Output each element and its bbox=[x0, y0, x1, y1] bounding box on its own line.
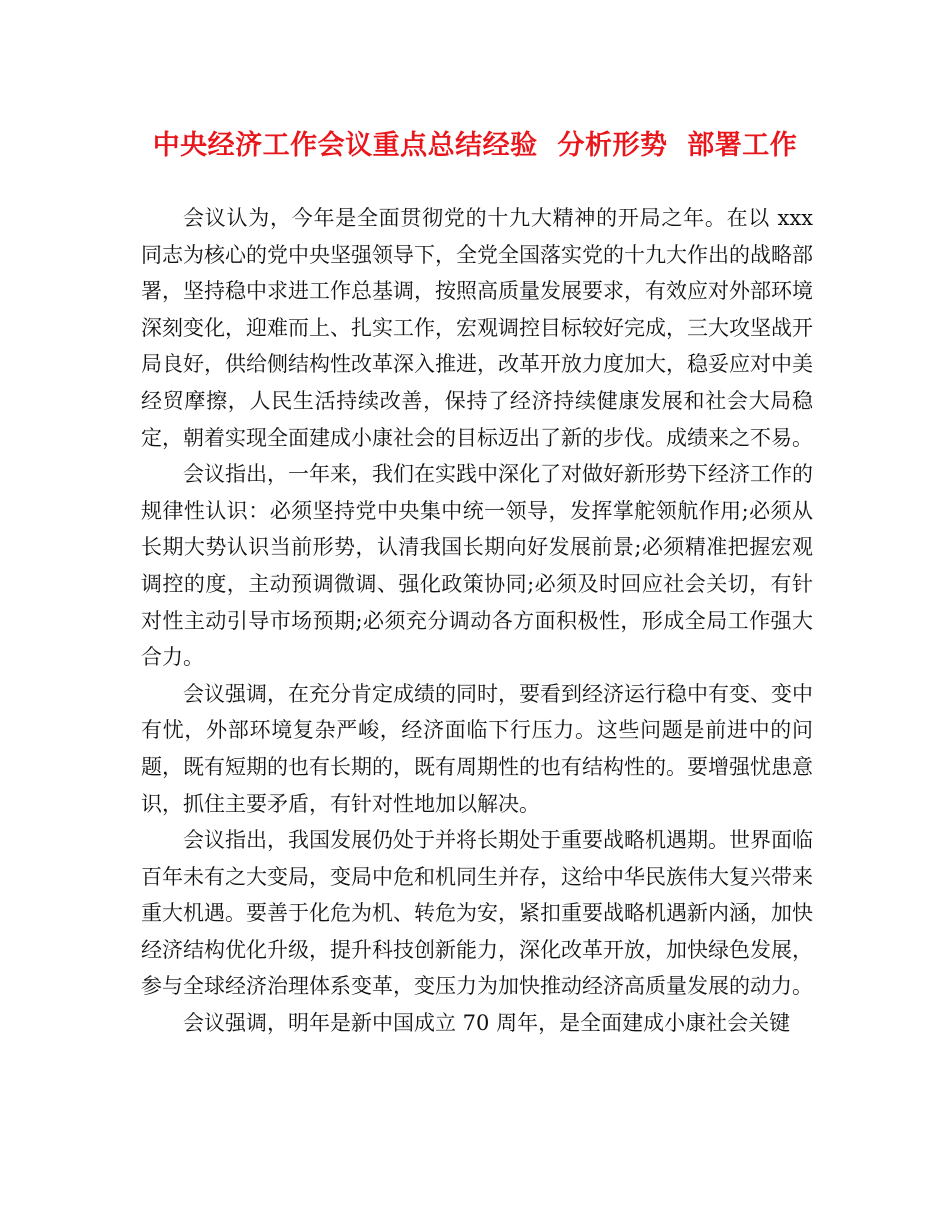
paragraph: 会议指出，一年来，我们在实践中深化了对做好新形势下经济工作的规律性认识：必须坚持党中央集中统一领导，发挥掌舵领航作用;必须从长期大势认识当前形势，认清我国长期向好发展前景;必须精准把握宏观调控的度，主动预调微调、强化政策协同;必须及时回应社会关切，有针对性主动引导市场预期;必须充分调动各方面积极性，形成全局工作强大合力。 bbox=[141, 462, 813, 670]
paragraph: 会议强调，在充分肯定成绩的同时，要看到经济运行稳中有变、变中有忧，外部环境复杂严峻，经济面临下行压力。这些问题是前进中的问题，既有短期的也有长期的，既有周期性的也有结构性的。要增强忧患意识，抓住主要矛盾，有针对性地加以解决。 bbox=[141, 681, 813, 816]
paragraph: 会议指出，我国发展仍处于并将长期处于重要战略机遇期。世界面临百年未有之大变局，变局中危和机同生并存，这给中华民族伟大复兴带来重大机遇。要善于化危为机、转危为安，紧扣重要战略机遇新内涵，加快经济结构优化升级，提升科技创新能力，深化改革开放，加快绿色发展，参与全球经济治理体系变革，变压力为加快推动经济高质量发展的动力。 bbox=[141, 828, 813, 999]
paragraph: 会议认为，今年是全面贯彻党的十九大精神的开局之年。在以 xxx 同志为核心的党中央坚强领导下，全党全国落实党的十九大作出的战略部署，坚持稳中求进工作总基调，按照高质量发展要求，有效应对外部环境深刻变化，迎难而上、扎实工作，宏观调控目标较好完成，三大攻坚战开局良好，供给侧结构性改革深入推进，改革开放力度加大，稳妥应对中美经贸摩擦，人民生活持续改善，保持了经济持续健康发展和社会大局稳定，朝着实现全面建成小康社会的目标迈出了新的步伐。成绩来之不易。 bbox=[141, 206, 813, 450]
document-body bbox=[141, 200, 813, 1042]
paragraph: 会议强调，明年是新中国成立 70 周年，是全面建成小康社会关键 bbox=[183, 1011, 791, 1036]
document-title: 中央经济工作会议重点总结经验 分析形势 部署工作 bbox=[152, 130, 798, 161]
